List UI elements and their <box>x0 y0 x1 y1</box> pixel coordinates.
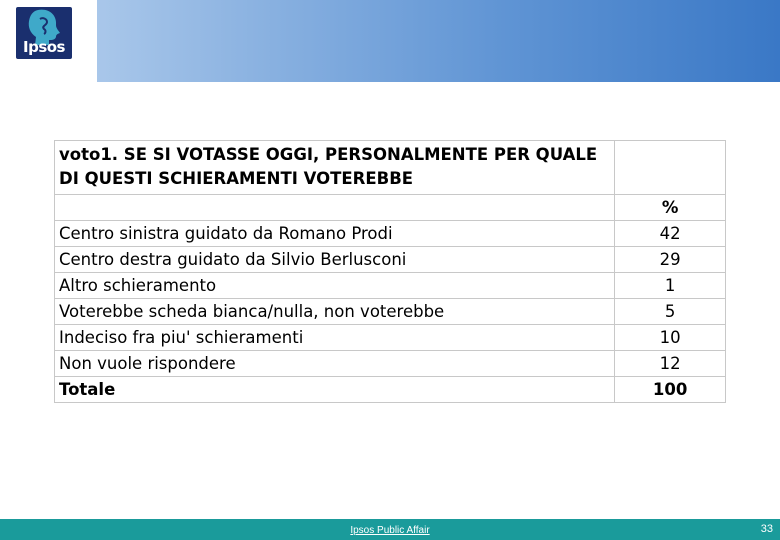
table-row <box>55 221 726 247</box>
page-number: 33 <box>760 523 773 535</box>
table-total-row <box>55 377 726 403</box>
row-label: Centro sinistra guidato da Romano Prodi <box>55 221 615 247</box>
total-label: Totale <box>55 377 615 403</box>
row-value: 1 <box>615 273 726 299</box>
logo-area <box>0 0 92 82</box>
total-value: 100 <box>615 377 726 403</box>
table-row <box>55 351 726 377</box>
row-value: 10 <box>615 325 726 351</box>
table-title: voto1. SE SI VOTASSE OGGI, PERSONALMENTE PER QUALE DI QUESTI SCHIERAMENTI VOTEREBBE <box>55 141 615 195</box>
footer-bar <box>0 519 780 540</box>
row-value: 5 <box>615 299 726 325</box>
row-value: 42 <box>615 221 726 247</box>
footer-link[interactable]: Ipsos Public Affair <box>350 525 430 536</box>
row-label: Centro destra guidato da Silvio Berlusconi <box>55 247 615 273</box>
table-header-row <box>55 195 726 221</box>
table-row <box>55 299 726 325</box>
table-row <box>55 247 726 273</box>
table-title-row <box>55 141 726 195</box>
table-row <box>55 325 726 351</box>
row-label: Non vuole rispondere <box>55 351 615 377</box>
table-row <box>55 273 726 299</box>
table-title-empty-cell <box>615 141 726 195</box>
header-band <box>97 0 780 82</box>
row-label: Voterebbe scheda bianca/nulla, non voterebbe <box>55 299 615 325</box>
row-value: 29 <box>615 247 726 273</box>
row-label: Altro schieramento <box>55 273 615 299</box>
header-empty-cell <box>55 195 615 221</box>
logo-text: Ipsos <box>23 38 65 56</box>
ipsos-logo <box>16 7 72 59</box>
percent-column-header: % <box>615 195 726 221</box>
row-value: 12 <box>615 351 726 377</box>
row-label: Indeciso fra piu' schieramenti <box>55 325 615 351</box>
results-table <box>54 140 726 403</box>
